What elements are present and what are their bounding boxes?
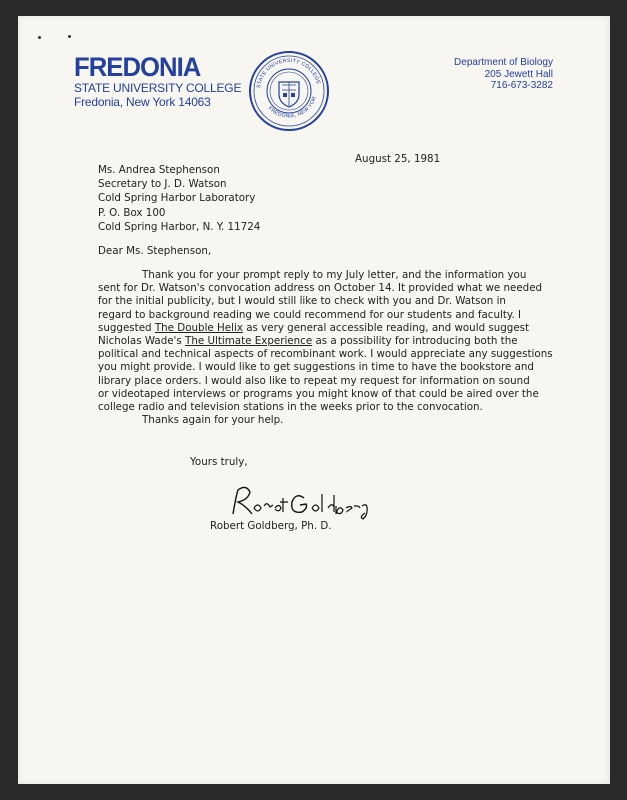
svg-text:FREDONIA, NEW YORK: FREDONIA, NEW YOR — [266, 95, 318, 120]
letter-body — [98, 269, 568, 427]
body-line: library place orders. I would also like to repeat my request for information on sound — [98, 374, 530, 387]
body-line: regard to background reading we could recommend for our students and faculty. I — [98, 308, 522, 321]
body-line: political and technical aspects of recombinant work. I would appreciate any suggestions — [98, 348, 553, 361]
body-line: you might provide. I would like to get suggestions in time to have the bookstore and — [98, 361, 534, 374]
book-title: The Ultimate Experience — [185, 335, 313, 348]
address-line: P. O. Box 100 — [98, 206, 166, 219]
body-line: Thanks again for your help. — [142, 414, 284, 427]
book-title: The Double Helix — [154, 321, 243, 334]
address-line: Cold Spring Harbor, N. Y. 11724 — [98, 220, 261, 233]
closing: Yours truly, — [190, 456, 248, 468]
recipient-address — [98, 163, 260, 234]
body-line — [98, 322, 568, 335]
body-line: Thank you for your prompt reply to my July letter, and the information you — [142, 269, 527, 281]
letter-date: August 25, 1981 — [355, 153, 441, 165]
department-block — [454, 57, 553, 92]
institution-name: FREDONIA — [74, 52, 201, 82]
speck — [38, 36, 41, 39]
body-line: sent for Dr. Watson's convocation address on October 14. It provided what we needed — [98, 282, 543, 295]
letter-page — [18, 16, 610, 784]
department-name: Department of Biology — [454, 57, 553, 68]
speck — [68, 35, 71, 38]
department-hall: 205 Jewett Hall — [484, 68, 553, 80]
salutation: Dear Ms. Stephenson, — [98, 245, 212, 257]
body-text: as a possibility for introducing both the — [312, 335, 518, 348]
body-text: suggested — [98, 321, 155, 334]
body-text: as very general accessible reading, and would suggest — [242, 321, 530, 334]
body-line: college radio and television stations in the weeks prior to the convocation. — [98, 401, 483, 414]
body-line: for the initial publicity, but I would still like to check with you and Dr. Watson in — [98, 295, 506, 308]
address-line: Ms. Andrea Stephenson — [98, 164, 220, 176]
body-line — [98, 335, 568, 348]
address-line: Secretary to J. D. Watson — [98, 178, 227, 191]
college-name: STATE UNIVERSITY COLLEGE — [74, 81, 242, 95]
handwritten-signature — [228, 476, 378, 526]
body-text: Nicholas Wade's — [98, 335, 186, 348]
department-phone: 716-673-3282 — [490, 80, 553, 91]
address-line: Cold Spring Harbor Laboratory — [98, 192, 256, 205]
signer-name: Robert Goldberg, Ph. D. — [210, 520, 332, 532]
body-line: or videotaped interviews or programs you might know of that could be aired over the — [98, 387, 539, 400]
letterhead-brand — [74, 54, 241, 109]
college-seal-icon — [248, 50, 330, 132]
svg-text:STATE UNIVERSITY COLLEGE: STATE UNIVERSITY COLLEGE — [256, 57, 322, 89]
college-location: Fredonia, New York 14063 — [74, 95, 211, 109]
